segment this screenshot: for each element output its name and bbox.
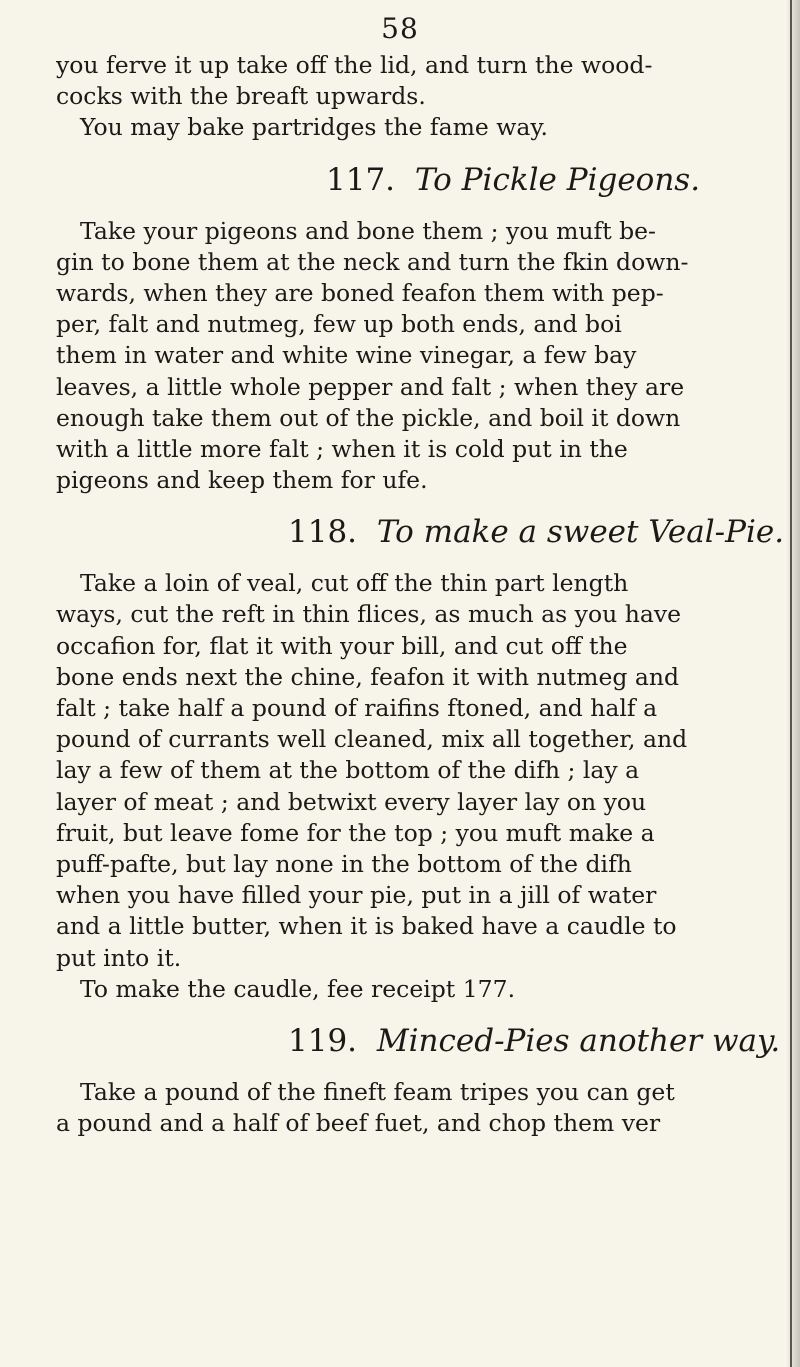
text-line: put into it. xyxy=(56,943,182,972)
text-line: fruit, but leave fome for the top ; you muft make a xyxy=(56,818,655,847)
text-line: gin to bone them at the neck and turn the fkin down- xyxy=(56,247,689,276)
text-line: a pound and a half of beef fuet, and chop them ver xyxy=(56,1109,661,1138)
text-line: falt ; take half a pound of raifins ftoned, and half a xyxy=(56,694,658,722)
recipe-body xyxy=(56,216,788,497)
text-line: To make the caudle, fee receipt 177. xyxy=(80,974,516,1003)
recipe-title: To make a sweet Veal-Pie. xyxy=(376,514,785,551)
page-number: 58 xyxy=(381,12,419,45)
recipe-body xyxy=(56,1077,788,1139)
text-line: pound of currants well cleaned, mix all together, and xyxy=(56,725,688,754)
recipe-heading xyxy=(56,496,788,568)
recipe-number: 119. xyxy=(288,1022,358,1059)
text-line: ways, cut the reft in thin flices, as much as you have xyxy=(56,600,682,629)
text-line: with a little more falt ; when it is cold put in the xyxy=(56,434,628,463)
text-line: leaves, a little whole pepper and falt ; when they are xyxy=(56,372,685,401)
text-line: Take your pigeons and bone them ; you muft be- xyxy=(80,216,657,245)
text-line: Take a pound of the fineft feam tripes you can get xyxy=(80,1077,675,1106)
text-line: puff-pafte, but lay none in the bottom of the difh xyxy=(56,849,632,878)
text-line: you ferve it up take off the lid, and turn the wood- xyxy=(56,51,653,79)
recipe-title: To Pickle Pigeons. xyxy=(414,161,701,198)
text-line: You may bake partridges the fame way. xyxy=(80,113,549,142)
recipe-heading xyxy=(56,1005,788,1077)
page-text xyxy=(56,50,788,1139)
text-line: and a little butter, when it is baked have a caudle to xyxy=(56,912,677,941)
recipe-number: 117. xyxy=(326,161,396,198)
recipe-heading xyxy=(56,144,788,216)
recipe-number: 118. xyxy=(288,514,358,551)
text-line: pigeons and keep them for ufe. xyxy=(56,466,428,495)
text-line: layer of meat ; and betwixt every layer lay on you xyxy=(56,787,647,816)
text-line: bone ends next the chine, feafon it with nutmeg and xyxy=(56,662,680,691)
text-line: cocks with the breaft upwards. xyxy=(56,82,426,111)
text-line: occafion for, flat it with your bill, and cut off the xyxy=(56,631,628,660)
text-line: when you have filled your pie, put in a jill of water xyxy=(56,881,657,910)
text-line: wards, when they are boned feafon them with pep- xyxy=(56,278,664,307)
continuation-paragraph xyxy=(56,50,788,144)
text-line: per, falt and nutmeg, few up both ends, and boi xyxy=(56,310,622,339)
recipe-body xyxy=(56,568,788,1005)
recipe-title: Minced-Pies another way. xyxy=(376,1022,781,1059)
text-line: Take a loin of veal, cut off the thin part length xyxy=(80,569,629,598)
text-line: them in water and white wine vinegar, a few bay xyxy=(56,341,637,370)
text-line: lay a few of them at the bottom of the difh ; lay a xyxy=(56,756,640,785)
page-edge-shadow xyxy=(786,0,800,1367)
text-line: enough take them out of the pickle, and boil it down xyxy=(56,403,681,432)
